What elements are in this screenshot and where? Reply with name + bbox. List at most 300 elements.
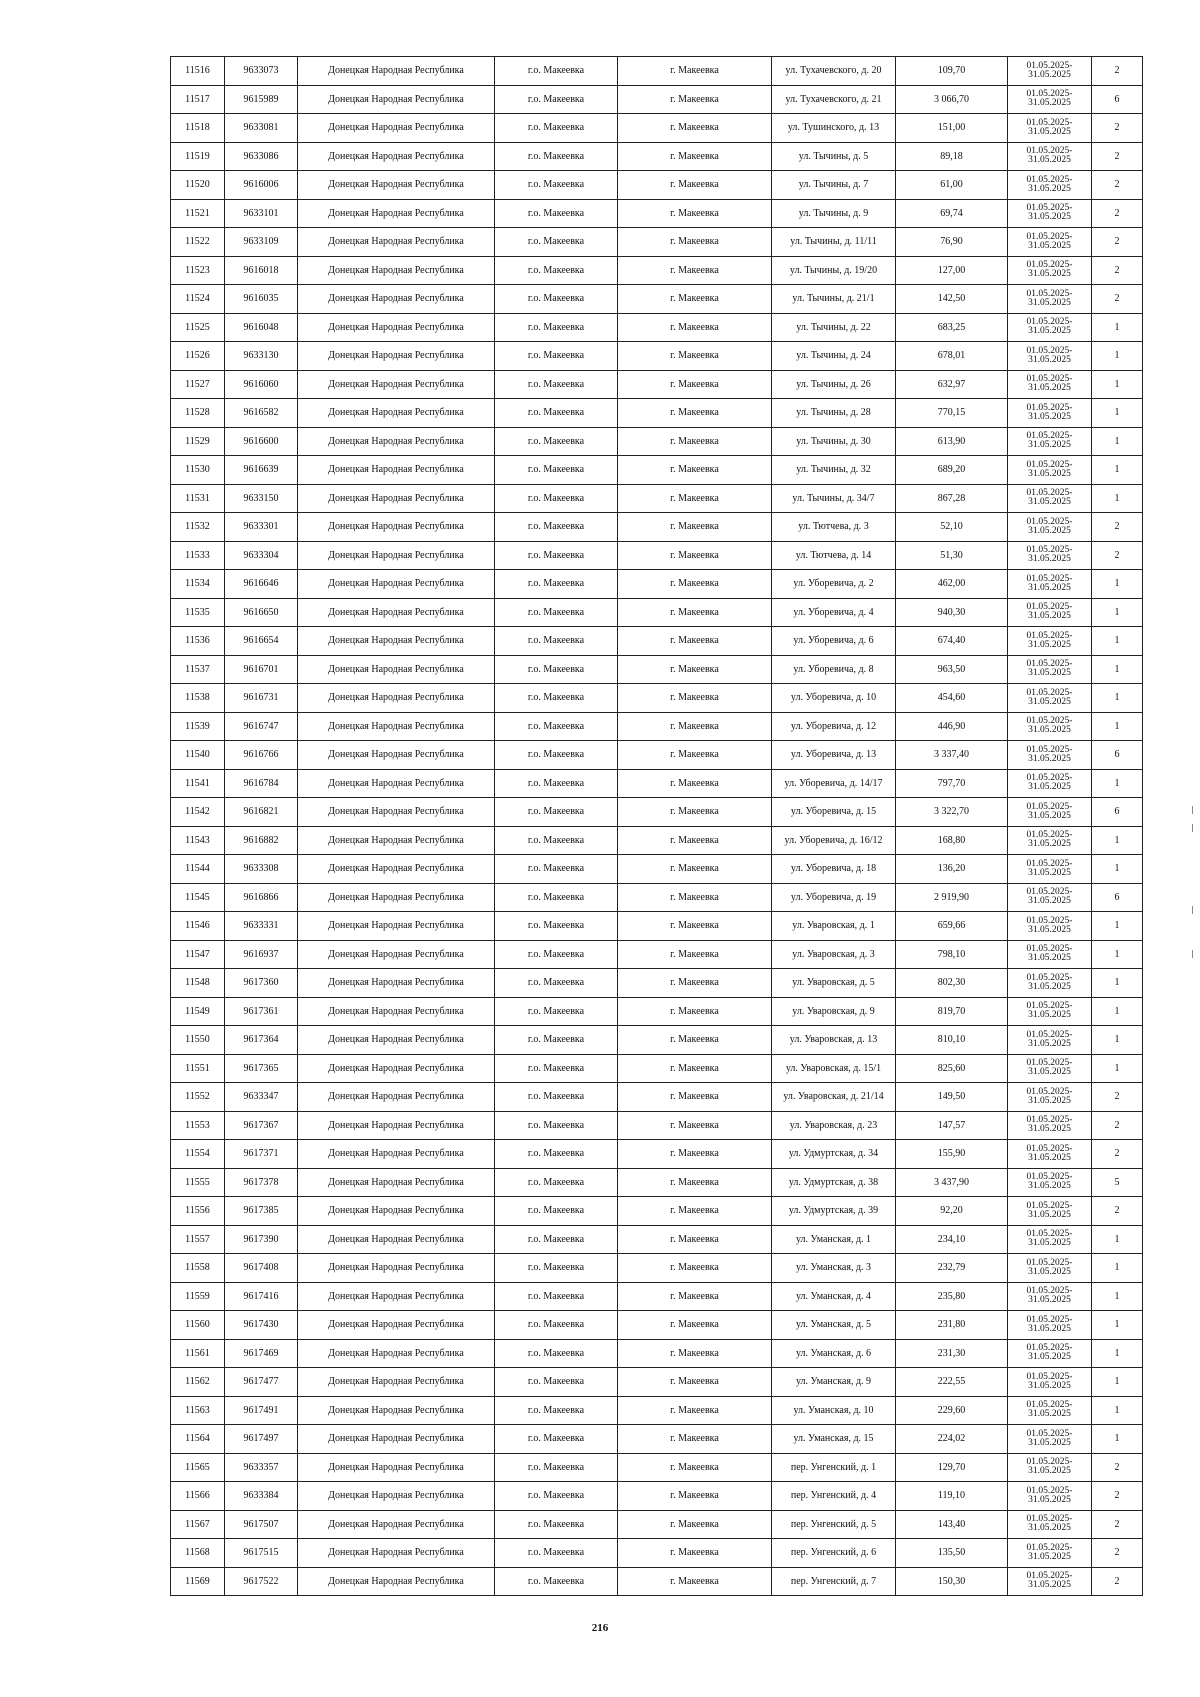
area-cell: 147,57: [896, 1111, 1008, 1140]
city-cell: г. Макеевка: [618, 627, 772, 656]
table-row: [171, 1453, 1143, 1482]
period-end: 31.05.2025: [1028, 725, 1071, 736]
table-row: [171, 997, 1143, 1026]
period-end: 31.05.2025: [1028, 839, 1071, 850]
region-cell: Донецкая Народная Республика: [298, 1140, 495, 1169]
period-end: 31.05.2025: [1028, 297, 1071, 308]
table-row: [171, 798, 1143, 827]
address-cell: ул. Тычины, д. 7: [772, 171, 896, 200]
row-number-cell: 11546: [171, 912, 225, 941]
row-number-cell: 11562: [171, 1368, 225, 1397]
period-cell: [1008, 1026, 1092, 1055]
period-start: 01.05.2025-: [1026, 174, 1073, 185]
row-number-cell: 11538: [171, 684, 225, 713]
address-cell: ул. Тушинского, д. 13: [772, 114, 896, 143]
count-cell: 1: [1092, 399, 1143, 428]
city-cell: г. Макеевка: [618, 1396, 772, 1425]
address-cell: ул. Уборевича, д. 13: [772, 741, 896, 770]
count-cell: 6: [1092, 85, 1143, 114]
address-cell: ул. Уманская, д. 10: [772, 1396, 896, 1425]
period-start: 01.05.2025-: [1026, 146, 1073, 157]
period-start: 01.05.2025-: [1026, 1229, 1073, 1240]
table-row: [171, 598, 1143, 627]
area-cell: 2 919,90: [896, 883, 1008, 912]
object-code-cell: 9617367: [225, 1111, 298, 1140]
period-cell: [1008, 1453, 1092, 1482]
city-cell: г. Макеевка: [618, 228, 772, 257]
address-cell: ул. Тычины, д. 34/7: [772, 484, 896, 513]
count-cell: 6: [1092, 741, 1143, 770]
period-end: 31.05.2025: [1028, 1238, 1071, 1249]
count-cell: 2: [1092, 1111, 1143, 1140]
row-number-cell: 11524: [171, 285, 225, 314]
period-start: 01.05.2025-: [1026, 1001, 1073, 1012]
count-cell: 2: [1092, 1539, 1143, 1568]
table-row: [171, 712, 1143, 741]
row-number-cell: 11528: [171, 399, 225, 428]
area-cell: 224,02: [896, 1425, 1008, 1454]
area-cell: 129,70: [896, 1453, 1008, 1482]
count-cell: 2: [1092, 1083, 1143, 1112]
address-cell: ул. Уборевича, д. 10: [772, 684, 896, 713]
address-cell: ул. Уваровская, д. 13: [772, 1026, 896, 1055]
count-cell: 1: [1092, 1026, 1143, 1055]
object-code-cell: 9633304: [225, 541, 298, 570]
count-cell: 1: [1092, 1054, 1143, 1083]
region-cell: Донецкая Народная Республика: [298, 1054, 495, 1083]
address-cell: ул. Тычины, д. 9: [772, 199, 896, 228]
district-cell: г.о. Макеевка: [495, 427, 618, 456]
period-end: 31.05.2025: [1028, 1152, 1071, 1163]
address-cell: ул. Уборевича, д. 4: [772, 598, 896, 627]
city-cell: г. Макеевка: [618, 940, 772, 969]
address-cell: ул. Тычины, д. 11/11: [772, 228, 896, 257]
address-cell: ул. Уманская, д. 9: [772, 1368, 896, 1397]
object-code-cell: 9616882: [225, 826, 298, 855]
period-end: 31.05.2025: [1028, 1580, 1071, 1591]
row-number-cell: 11566: [171, 1482, 225, 1511]
district-cell: г.о. Макеевка: [495, 1425, 618, 1454]
area-cell: 142,50: [896, 285, 1008, 314]
district-cell: г.о. Макеевка: [495, 342, 618, 371]
count-cell: 6: [1092, 798, 1143, 827]
period-start: 01.05.2025-: [1026, 1086, 1073, 1097]
count-cell: 1: [1092, 1254, 1143, 1283]
period-cell: [1008, 256, 1092, 285]
district-cell: г.о. Макеевка: [495, 798, 618, 827]
object-code-cell: 9616866: [225, 883, 298, 912]
table-row: [171, 285, 1143, 314]
object-code-cell: 9633086: [225, 142, 298, 171]
object-code-cell: 9617416: [225, 1282, 298, 1311]
period-cell: [1008, 1282, 1092, 1311]
period-start: 01.05.2025-: [1026, 1314, 1073, 1325]
district-cell: г.о. Макеевка: [495, 1282, 618, 1311]
area-cell: 149,50: [896, 1083, 1008, 1112]
count-cell: 1: [1092, 1396, 1143, 1425]
period-cell: [1008, 228, 1092, 257]
city-cell: г. Макеевка: [618, 1567, 772, 1596]
table-row: [171, 114, 1143, 143]
period-end: 31.05.2025: [1028, 753, 1071, 764]
period-end: 31.05.2025: [1028, 1266, 1071, 1277]
period-start: 01.05.2025-: [1026, 744, 1073, 755]
district-cell: г.о. Макеевка: [495, 1083, 618, 1112]
district-cell: г.о. Макеевка: [495, 1311, 618, 1340]
area-cell: 135,50: [896, 1539, 1008, 1568]
count-cell: 1: [1092, 855, 1143, 884]
city-cell: г. Макеевка: [618, 1254, 772, 1283]
period-cell: [1008, 1140, 1092, 1169]
area-cell: 632,97: [896, 370, 1008, 399]
row-number-cell: 11557: [171, 1225, 225, 1254]
city-cell: г. Макеевка: [618, 199, 772, 228]
object-code-cell: 9617378: [225, 1168, 298, 1197]
period-cell: [1008, 199, 1092, 228]
object-code-cell: 9616006: [225, 171, 298, 200]
table-row: [171, 741, 1143, 770]
period-cell: [1008, 1482, 1092, 1511]
count-cell: 1: [1092, 912, 1143, 941]
period-end: 31.05.2025: [1028, 240, 1071, 251]
city-cell: г. Макеевка: [618, 484, 772, 513]
city-cell: г. Макеевка: [618, 969, 772, 998]
row-number-cell: 11532: [171, 513, 225, 542]
period-start: 01.05.2025-: [1026, 1428, 1073, 1439]
period-end: 31.05.2025: [1028, 440, 1071, 451]
district-cell: г.о. Макеевка: [495, 1026, 618, 1055]
table-row: [171, 1168, 1143, 1197]
object-code-cell: 9616821: [225, 798, 298, 827]
area-cell: 867,28: [896, 484, 1008, 513]
district-cell: г.о. Макеевка: [495, 741, 618, 770]
region-cell: Донецкая Народная Республика: [298, 85, 495, 114]
region-cell: Донецкая Народная Республика: [298, 627, 495, 656]
period-end: 31.05.2025: [1028, 1010, 1071, 1021]
period-start: 01.05.2025-: [1026, 545, 1073, 556]
address-cell: ул. Уборевича, д. 14/17: [772, 769, 896, 798]
region-cell: Донецкая Народная Республика: [298, 114, 495, 143]
table-row: [171, 456, 1143, 485]
area-cell: 678,01: [896, 342, 1008, 371]
row-number-cell: 11552: [171, 1083, 225, 1112]
table-body: [171, 57, 1143, 1596]
row-number-cell: 11545: [171, 883, 225, 912]
district-cell: г.о. Макеевка: [495, 1396, 618, 1425]
period-end: 31.05.2025: [1028, 354, 1071, 365]
object-code-cell: 9633357: [225, 1453, 298, 1482]
period-cell: [1008, 598, 1092, 627]
object-code-cell: 9633301: [225, 513, 298, 542]
table-row: [171, 1282, 1143, 1311]
table-row: [171, 655, 1143, 684]
city-cell: г. Макеевка: [618, 1339, 772, 1368]
area-cell: 674,40: [896, 627, 1008, 656]
object-code-cell: 9616650: [225, 598, 298, 627]
district-cell: г.о. Макеевка: [495, 855, 618, 884]
table-row: [171, 57, 1143, 86]
object-code-cell: 9616747: [225, 712, 298, 741]
count-cell: 5: [1092, 1168, 1143, 1197]
count-cell: 2: [1092, 1567, 1143, 1596]
region-cell: Донецкая Народная Республика: [298, 484, 495, 513]
area-cell: 462,00: [896, 570, 1008, 599]
region-cell: Донецкая Народная Республика: [298, 1026, 495, 1055]
period-end: 31.05.2025: [1028, 1124, 1071, 1135]
table-row: [171, 1482, 1143, 1511]
table-row: [171, 969, 1143, 998]
table-row: [171, 855, 1143, 884]
count-cell: 1: [1092, 712, 1143, 741]
object-code-cell: 9616035: [225, 285, 298, 314]
area-cell: 151,00: [896, 114, 1008, 143]
object-code-cell: 9616048: [225, 313, 298, 342]
object-code-cell: 9633101: [225, 199, 298, 228]
period-cell: [1008, 1254, 1092, 1283]
address-cell: ул. Уборевича, д. 8: [772, 655, 896, 684]
period-cell: [1008, 1311, 1092, 1340]
period-cell: [1008, 342, 1092, 371]
object-code-cell: 9617491: [225, 1396, 298, 1425]
period-cell: [1008, 1225, 1092, 1254]
period-end: 31.05.2025: [1028, 383, 1071, 394]
region-cell: Донецкая Народная Республика: [298, 1311, 495, 1340]
period-start: 01.05.2025-: [1026, 431, 1073, 442]
period-end: 31.05.2025: [1028, 896, 1071, 907]
object-code-cell: 9617430: [225, 1311, 298, 1340]
object-code-cell: 9633384: [225, 1482, 298, 1511]
table-row: [171, 541, 1143, 570]
count-cell: 2: [1092, 1510, 1143, 1539]
address-cell: ул. Тычины, д. 32: [772, 456, 896, 485]
district-cell: г.о. Макеевка: [495, 228, 618, 257]
period-start: 01.05.2025-: [1026, 602, 1073, 613]
table-row: [171, 883, 1143, 912]
period-cell: [1008, 541, 1092, 570]
region-cell: Донецкая Народная Республика: [298, 199, 495, 228]
table-row: [171, 1026, 1143, 1055]
district-cell: г.о. Макеевка: [495, 370, 618, 399]
row-number-cell: 11568: [171, 1539, 225, 1568]
area-cell: 963,50: [896, 655, 1008, 684]
district-cell: г.о. Макеевка: [495, 1054, 618, 1083]
address-cell: ул. Тычины, д. 19/20: [772, 256, 896, 285]
city-cell: г. Макеевка: [618, 1425, 772, 1454]
count-cell: 2: [1092, 285, 1143, 314]
city-cell: г. Макеевка: [618, 826, 772, 855]
address-cell: ул. Уманская, д. 15: [772, 1425, 896, 1454]
period-start: 01.05.2025-: [1026, 915, 1073, 926]
region-cell: Донецкая Народная Республика: [298, 456, 495, 485]
period-cell: [1008, 1396, 1092, 1425]
count-cell: 1: [1092, 1311, 1143, 1340]
address-cell: ул. Тычины, д. 22: [772, 313, 896, 342]
region-cell: Донецкая Народная Республика: [298, 1368, 495, 1397]
period-start: 01.05.2025-: [1026, 402, 1073, 413]
address-cell: ул. Уманская, д. 3: [772, 1254, 896, 1283]
row-number-cell: 11560: [171, 1311, 225, 1340]
district-cell: г.о. Макеевка: [495, 456, 618, 485]
district-cell: г.о. Макеевка: [495, 1510, 618, 1539]
city-cell: г. Макеевка: [618, 883, 772, 912]
count-cell: 2: [1092, 1197, 1143, 1226]
object-code-cell: 9617522: [225, 1567, 298, 1596]
area-cell: 150,30: [896, 1567, 1008, 1596]
period-start: 01.05.2025-: [1026, 1029, 1073, 1040]
period-start: 01.05.2025-: [1026, 459, 1073, 470]
table-row: [171, 513, 1143, 542]
count-cell: 6: [1092, 883, 1143, 912]
region-cell: Донецкая Народная Республика: [298, 1339, 495, 1368]
area-cell: 940,30: [896, 598, 1008, 627]
address-cell: ул. Уваровская, д. 15/1: [772, 1054, 896, 1083]
area-cell: 229,60: [896, 1396, 1008, 1425]
district-cell: г.о. Макеевка: [495, 570, 618, 599]
address-cell: ул. Тютчева, д. 14: [772, 541, 896, 570]
period-cell: [1008, 427, 1092, 456]
row-number-cell: 11548: [171, 969, 225, 998]
period-end: 31.05.2025: [1028, 1437, 1071, 1448]
row-number-cell: 11542: [171, 798, 225, 827]
district-cell: г.о. Макеевка: [495, 1168, 618, 1197]
city-cell: г. Макеевка: [618, 741, 772, 770]
count-cell: 2: [1092, 513, 1143, 542]
city-cell: г. Макеевка: [618, 256, 772, 285]
count-cell: 2: [1092, 256, 1143, 285]
area-cell: 819,70: [896, 997, 1008, 1026]
object-code-cell: 9616731: [225, 684, 298, 713]
period-start: 01.05.2025-: [1026, 858, 1073, 869]
period-cell: [1008, 798, 1092, 827]
area-cell: 136,20: [896, 855, 1008, 884]
period-start: 01.05.2025-: [1026, 716, 1073, 727]
period-start: 01.05.2025-: [1026, 317, 1073, 328]
period-cell: [1008, 285, 1092, 314]
region-cell: Донецкая Народная Республика: [298, 142, 495, 171]
count-cell: 1: [1092, 598, 1143, 627]
city-cell: г. Макеевка: [618, 285, 772, 314]
period-end: 31.05.2025: [1028, 953, 1071, 964]
period-start: 01.05.2025-: [1026, 488, 1073, 499]
city-cell: г. Макеевка: [618, 1282, 772, 1311]
address-cell: ул. Уборевича, д. 6: [772, 627, 896, 656]
table-row: [171, 1054, 1143, 1083]
region-cell: Донецкая Народная Республика: [298, 969, 495, 998]
scan-artifact: [1192, 806, 1193, 814]
region-cell: Донецкая Народная Республика: [298, 1254, 495, 1283]
district-cell: г.о. Макеевка: [495, 114, 618, 143]
object-code-cell: 9616937: [225, 940, 298, 969]
address-cell: ул. Уманская, д. 1: [772, 1225, 896, 1254]
address-cell: ул. Уваровская, д. 3: [772, 940, 896, 969]
period-cell: [1008, 570, 1092, 599]
period-start: 01.05.2025-: [1026, 573, 1073, 584]
city-cell: г. Макеевка: [618, 456, 772, 485]
region-cell: Донецкая Народная Республика: [298, 912, 495, 941]
table-row: [171, 1425, 1143, 1454]
row-number-cell: 11561: [171, 1339, 225, 1368]
period-start: 01.05.2025-: [1026, 117, 1073, 128]
count-cell: 1: [1092, 370, 1143, 399]
address-cell: ул. Уваровская, д. 21/14: [772, 1083, 896, 1112]
district-cell: г.о. Макеевка: [495, 997, 618, 1026]
period-start: 01.05.2025-: [1026, 60, 1073, 71]
address-cell: ул. Уваровская, д. 5: [772, 969, 896, 998]
period-end: 31.05.2025: [1028, 924, 1071, 935]
object-code-cell: 9633073: [225, 57, 298, 86]
period-cell: [1008, 1083, 1092, 1112]
region-cell: Донецкая Народная Республика: [298, 940, 495, 969]
area-cell: 51,30: [896, 541, 1008, 570]
region-cell: Донецкая Народная Республика: [298, 541, 495, 570]
page-number: 216: [591, 1622, 609, 1634]
table-row: [171, 199, 1143, 228]
scan-artifact: [1192, 824, 1193, 832]
region-cell: Донецкая Народная Республика: [298, 1111, 495, 1140]
count-cell: 2: [1092, 199, 1143, 228]
address-cell: пер. Унгенский, д. 5: [772, 1510, 896, 1539]
object-code-cell: 9617361: [225, 997, 298, 1026]
period-cell: [1008, 826, 1092, 855]
district-cell: г.о. Макеевка: [495, 1567, 618, 1596]
district-cell: г.о. Макеевка: [495, 1339, 618, 1368]
period-start: 01.05.2025-: [1026, 630, 1073, 641]
city-cell: г. Макеевка: [618, 598, 772, 627]
row-number-cell: 11555: [171, 1168, 225, 1197]
period-end: 31.05.2025: [1028, 411, 1071, 422]
count-cell: 2: [1092, 1453, 1143, 1482]
table-row: [171, 313, 1143, 342]
address-cell: ул. Уваровская, д. 23: [772, 1111, 896, 1140]
region-cell: Донецкая Народная Республика: [298, 741, 495, 770]
object-code-cell: 9616018: [225, 256, 298, 285]
period-end: 31.05.2025: [1028, 1067, 1071, 1078]
table-row: [171, 1311, 1143, 1340]
row-number-cell: 11554: [171, 1140, 225, 1169]
address-cell: ул. Тычины, д. 21/1: [772, 285, 896, 314]
period-cell: [1008, 627, 1092, 656]
district-cell: г.о. Макеевка: [495, 883, 618, 912]
row-number-cell: 11516: [171, 57, 225, 86]
area-cell: 797,70: [896, 769, 1008, 798]
object-code-cell: 9617371: [225, 1140, 298, 1169]
table-row: [171, 1539, 1143, 1568]
period-end: 31.05.2025: [1028, 867, 1071, 878]
city-cell: г. Макеевка: [618, 114, 772, 143]
city-cell: г. Макеевка: [618, 342, 772, 371]
period-start: 01.05.2025-: [1026, 203, 1073, 214]
region-cell: Донецкая Народная Республика: [298, 598, 495, 627]
period-end: 31.05.2025: [1028, 212, 1071, 223]
period-cell: [1008, 1168, 1092, 1197]
region-cell: Донецкая Народная Республика: [298, 1425, 495, 1454]
address-cell: ул. Уманская, д. 4: [772, 1282, 896, 1311]
row-number-cell: 11551: [171, 1054, 225, 1083]
district-cell: г.о. Макеевка: [495, 1140, 618, 1169]
area-cell: 143,40: [896, 1510, 1008, 1539]
period-cell: [1008, 883, 1092, 912]
period-start: 01.05.2025-: [1026, 516, 1073, 527]
object-code-cell: 9616701: [225, 655, 298, 684]
address-cell: ул. Уборевича, д. 16/12: [772, 826, 896, 855]
period-end: 31.05.2025: [1028, 639, 1071, 650]
region-cell: Донецкая Народная Республика: [298, 399, 495, 428]
row-number-cell: 11536: [171, 627, 225, 656]
address-cell: ул. Тютчева, д. 3: [772, 513, 896, 542]
row-number-cell: 11565: [171, 1453, 225, 1482]
period-cell: [1008, 114, 1092, 143]
count-cell: 2: [1092, 1140, 1143, 1169]
